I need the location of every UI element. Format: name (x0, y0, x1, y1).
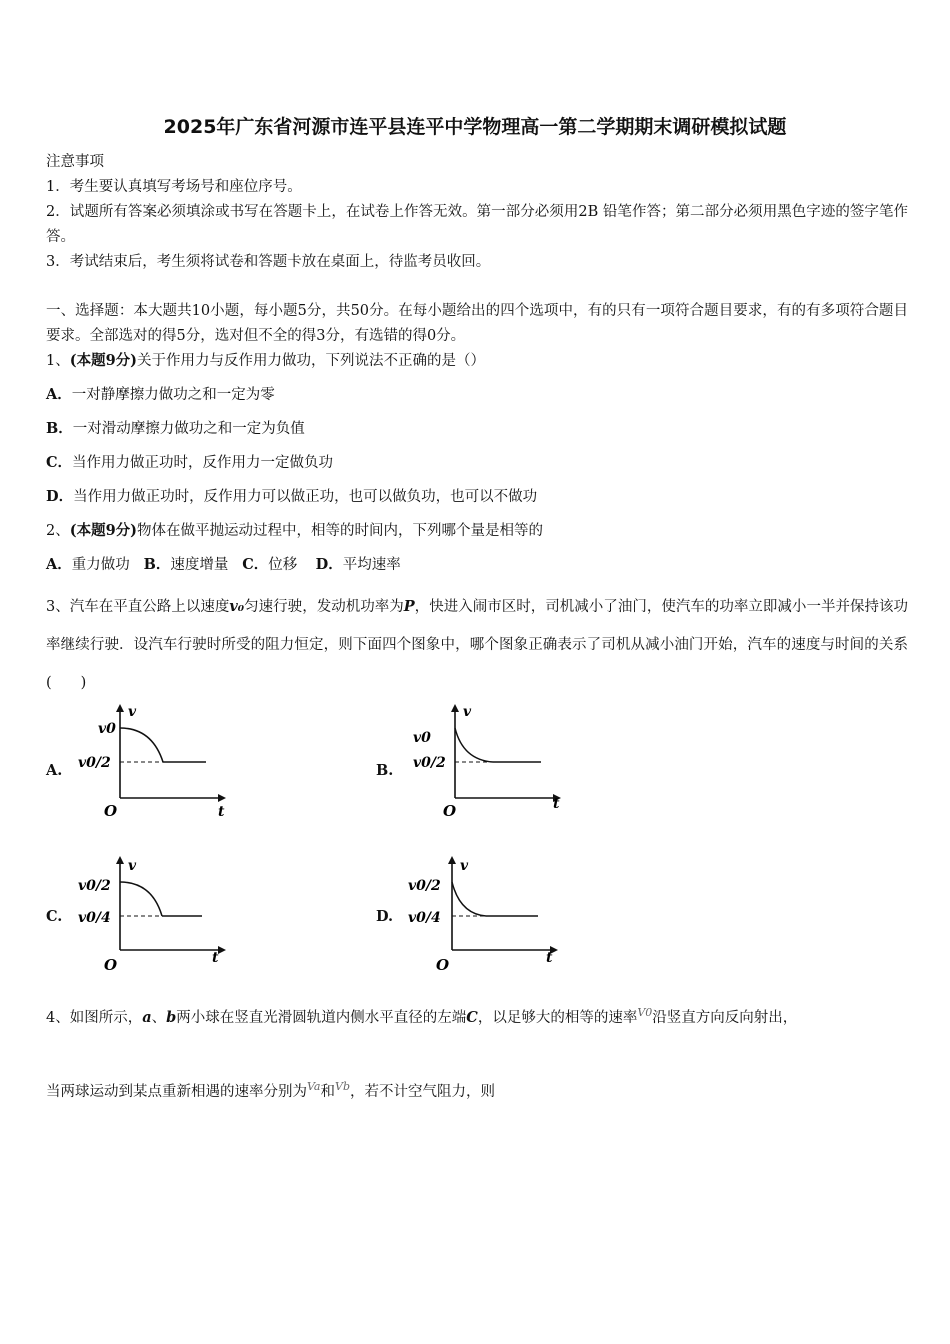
graph-a-v-label: v (128, 704, 137, 720)
q2-text: 物体在做平抛运动过程中，相等的时间内，下列哪个量是相等的 (137, 523, 544, 539)
q3-text-2: 匀速行驶，发动机功率为 (244, 599, 404, 615)
graph-c-t-label: t (212, 950, 219, 966)
graph-b (405, 700, 565, 825)
q1-option-b (46, 419, 908, 439)
graph-b-origin: O (443, 802, 457, 820)
graph-c-v-arrow (116, 856, 124, 864)
graph-b-bottom-label: v0/2 (413, 755, 446, 771)
q1-option-d (46, 487, 908, 507)
graph-a-v-arrow (116, 704, 124, 712)
graph-d-label: D. (376, 908, 394, 925)
exam-title: 2025年广东省河源市连平县连平中学物理高一第二学期期末调研模拟试题 (163, 116, 787, 138)
graph-d-top-label: v0/2 (408, 878, 441, 894)
q4-ball-b: b (166, 1009, 177, 1026)
notice-item-1: 1．考生要认真填写考场号和座位序号。 (46, 179, 302, 195)
graph-c-v-label: v (128, 858, 137, 874)
graph-b-top-label: v0 (413, 730, 431, 746)
q2-option-c-label: C． (242, 556, 269, 573)
q2-options (46, 555, 908, 575)
q1-option-b-label: B． (46, 420, 73, 437)
q1-option-d-label: D． (46, 488, 74, 505)
question-2-stem (46, 521, 908, 541)
q4-ball-a: a (142, 1009, 152, 1026)
q2-option-c-text: 位移 (268, 557, 298, 573)
q4-vb-symbol: Vb (335, 1080, 350, 1093)
graph-d (402, 852, 562, 977)
q2-option-a-text: 重力做功 (71, 557, 130, 573)
graph-d-t-label: t (546, 950, 553, 966)
q4-text-1: 4、如图所示， (46, 1010, 143, 1026)
graph-a-curve (120, 728, 163, 762)
q3-power-symbol: P (403, 598, 415, 615)
graph-a-label: A. (46, 762, 63, 779)
question-1-stem (46, 351, 908, 371)
question-4-stem-line-1 (46, 1003, 908, 1028)
q1-option-a-text: 一对静摩擦力做功之和一定为零 (71, 387, 275, 403)
graph-c-curve (120, 882, 162, 916)
q1-option-a (46, 385, 908, 405)
q3-v0: v₀ (229, 598, 245, 615)
q2-option-a-label: A． (46, 556, 72, 573)
q4-point-c: C (466, 1009, 478, 1026)
graph-c-top-label: v0/2 (78, 878, 111, 894)
q4-v0-symbol: V0 (637, 1006, 653, 1019)
q2-option-b-text: 速度增量 (170, 557, 229, 573)
q1-option-c-label: C． (46, 454, 73, 471)
graph-c-label: C. (46, 908, 63, 925)
q2-option-d-label: D． (315, 556, 343, 573)
graph-a-t-label: t (218, 804, 225, 820)
notice-heading: 注意事项 (46, 154, 104, 170)
q2-tag: (本题9分) (69, 522, 138, 539)
graph-a-top-label: v0 (98, 721, 116, 737)
q4-text-5: 当两球运动到某点重新相遇的速率分别为 (46, 1084, 307, 1100)
section-1-intro: 一、选择题：本大题共10小题，每小题5分，共50分。在每小题给出的四个选项中，有的只有一项符合题目要求，有的有多项符合题目要求。全部选对的得5分，选对但不全的得3分，有选错的得0分。 (46, 303, 908, 344)
graph-a-origin: O (104, 802, 118, 820)
q1-number: 1、 (46, 353, 70, 369)
graph-b-curve (455, 728, 493, 762)
graph-d-v-arrow (448, 856, 456, 864)
graph-c-bottom-label: v0/4 (78, 910, 111, 926)
graph-d-origin: O (436, 956, 450, 974)
q1-tag: (本题9分) (69, 352, 138, 369)
q4-text-4: 沿竖直方向反向射出， (652, 1010, 798, 1026)
graph-d-curve (452, 882, 486, 916)
graph-a-bottom-label: v0/2 (78, 755, 111, 771)
q1-option-c-text: 当作用力做正功时，反作用力一定做负功 (72, 455, 334, 471)
graph-b-v-label: v (463, 704, 472, 720)
graph-d-bottom-label: v0/4 (408, 910, 441, 926)
q2-option-d-text: 平均速率 (342, 557, 401, 573)
q4-text-6: 和 (320, 1084, 335, 1100)
q1-option-a-label: A． (46, 386, 72, 403)
question-4-stem-line-2 (46, 1077, 908, 1102)
q4-text-7: ，若不计空气阻力，则 (350, 1084, 495, 1100)
notice-item-3: 3．考试结束后，考生须将试卷和答题卡放在桌面上，待监考员收回。 (46, 254, 491, 270)
graph-c-origin: O (104, 956, 118, 974)
question-3-stem (46, 588, 908, 702)
graph-c-t-arrow (218, 946, 226, 954)
graph-b-t-label: t (553, 796, 560, 812)
graph-a-t-arrow (218, 794, 226, 802)
q4-text-3: ，以足够大的相等的速率 (477, 1010, 638, 1026)
q1-option-b-text: 一对滑动摩擦力做功之和一定为负值 (72, 421, 305, 437)
notice-item-2: 2．试题所有答案必须填涂或书写在答题卡上，在试卷上作答无效。第一部分必须用2B 铅笔作答；第二部分必须用黑色字迹的签字笔作答。 (46, 204, 908, 245)
graph-a (70, 700, 230, 825)
q4-text-2: 两小球在竖直光滑圆轨道内侧水平直径的左端 (176, 1010, 467, 1026)
q1-option-c (46, 453, 908, 473)
graph-c (70, 852, 230, 977)
q3-text-1: 3、汽车在平直公路上以速度 (46, 599, 230, 615)
graph-d-v-label: v (460, 858, 469, 874)
q2-option-b-label: B． (143, 556, 171, 573)
q2-number: 2、 (46, 523, 70, 539)
q1-option-d-text: 当作用力做正功时，反作用力可以做正功，也可以做负功，也可以不做功 (73, 489, 538, 505)
q1-text: 关于作用力与反作用力做功，下列说法不正确的是（） (137, 353, 486, 369)
q3-text-3: ，快进入闹市区时，司机减小了油门，使汽车的功率立即减小一半并保持该功率继续行驶．设汽车行驶时所受的阻力恒定，则下面四个图象中，哪个图象正确表示了司机从减小油门开始，汽车的速度与时间的关系( ) (46, 599, 909, 691)
q4-va-symbol: Va (307, 1080, 321, 1093)
graph-b-label: B. (376, 762, 394, 779)
graph-b-v-arrow (451, 704, 459, 712)
q4-sep: 、 (151, 1010, 167, 1026)
